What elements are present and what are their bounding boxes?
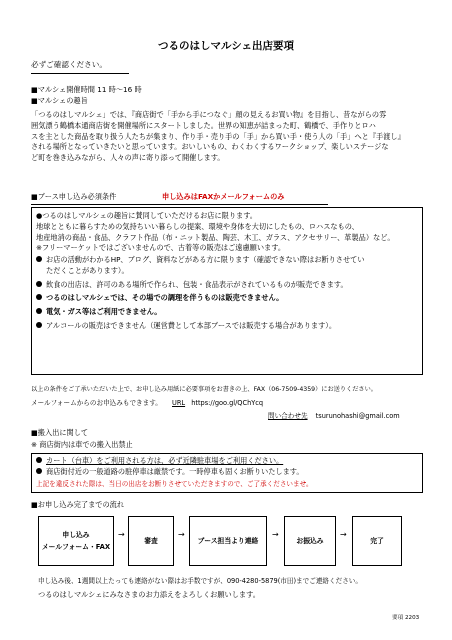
rule-item (36, 293, 365, 304)
version-label: 要項 2203 (392, 615, 420, 621)
condition-line: 地産地消の商品・食品、クラフト作品（布・ニット製品、陶芸、木工、ガラス、アクセサリー、革製品）など。 (36, 232, 395, 242)
purpose-heading: ■マルシェの趣旨 (31, 96, 88, 105)
flow-step-apply (38, 516, 114, 566)
hours-text: ■マルシェ開催時間 11 時～16 時 (31, 85, 142, 94)
contact-line (268, 411, 400, 421)
flow-step-complete (352, 516, 402, 566)
booth-divider (31, 204, 328, 205)
conditions-list (36, 211, 395, 254)
rule-item-continued (36, 266, 365, 277)
step-label: ブース担当より連絡 (197, 537, 259, 545)
bullet-icon (36, 468, 42, 474)
rule-text: つるのはしマルシェでは、その場での調理を伴うものは販売できません。 (46, 293, 284, 303)
flow-step-review (128, 516, 174, 566)
delivery-text: 商店街付近の一般道路の駐停車は厳禁です。一時停車も固くお断りいたします。 (46, 466, 304, 476)
rule-text: ただくことがあります）。 (46, 265, 129, 275)
delivery-item (36, 467, 313, 478)
booth-heading: ■ブース申し込み必須条件 (31, 192, 117, 201)
arrow-icon: → (178, 530, 185, 539)
page-title: つるのはしマルシェ出店要項 (157, 40, 295, 52)
footer-contact-note: 申し込み後、1週間以上たっても連絡がない際はお手数ですが、090-4280-5879(市田)までご連絡ください。 (38, 577, 362, 585)
bullet-icon (36, 457, 42, 463)
condition-line: 地球とともに暮らすための気持ちいい暮らしの提案、環境や身体を大切にしたもの、ロハスなもの、 (36, 221, 359, 231)
contact-email-link[interactable]: tsurunohashi@gmail.com (315, 412, 400, 420)
rule-item (36, 255, 365, 266)
condition-line: ※フリーマーケットではございませんので、古着等の販売はご遠慮願います。 (36, 243, 286, 253)
delivery-text: カート（台車）をご利用される方は、必ず近隣駐車場をご利用ください。 (46, 456, 284, 465)
purpose-line: 囲気漂う鶴橋本通商店街を開催場所にスタートしました。世界の知恵が詰まった町、鶴橋で、手作りとロハ (31, 120, 376, 130)
step-label: お振込み (296, 537, 324, 545)
bullet-icon (36, 256, 42, 262)
url-label: URL (172, 399, 186, 407)
form-url-link[interactable]: https://goo.gl/QChYcq (191, 399, 264, 407)
rule-item (36, 307, 365, 318)
purpose-line: スを主とした商品を取り扱う人たちが集まり、作り手・売り手の「手」から買い手・使う人の「手」へと『手渡し』 (31, 131, 405, 141)
step-sublabel: メールフォーム・FAX (41, 543, 111, 551)
no-cars-notice: ※ 商店街内は車での搬入出禁止 (31, 440, 133, 449)
delivery-item (36, 456, 313, 467)
condition-line: ●つるのはしマルシェの趣旨に賛同していただけるお店に限ります。 (36, 211, 257, 220)
arrow-icon: → (272, 530, 279, 539)
flow-step-contact (189, 516, 267, 566)
purpose-paragraph (31, 110, 405, 164)
purpose-line: ど町を巻き込みながら、人々の声に寄り添って開催します。 (31, 153, 225, 163)
step-label: 審査 (144, 537, 158, 545)
flow-step-payment (284, 516, 336, 566)
purpose-line: 「つるのはしマルシェ」では、『商店街で「手から手につなぐ」顔の見えるお買い物』を目指し、昔ながらの雰 (31, 110, 387, 119)
booth-note: 申し込みはFAXかメールフォームのみ (162, 192, 285, 201)
bullet-icon (36, 308, 42, 314)
contact-label: 問い合わせ先 (268, 412, 308, 420)
delivery-heading: ■搬入出に関して (31, 428, 89, 437)
step-label: 申し込み (62, 531, 90, 539)
rule-text: アルコールの販売はできません（運営費として本部ブースでは販売する場合があります）。 (46, 320, 337, 330)
confirm-notice: 必ずご確認ください。 (31, 60, 107, 69)
confirm-underline (31, 73, 129, 74)
footer-message: つるのはしマルシェにみなさまのお力添えをよろしくお願いします。 (38, 590, 260, 599)
flow-heading: ■お申し込み完了までの流れ (31, 500, 125, 509)
rule-item (36, 321, 365, 332)
arrow-icon: → (118, 530, 125, 539)
docs-line: 以上の条件をご了承いただいた上で、お申し込み用紙に必要事項をお書きの上、FAX（06-7509-4359）にお送りください。 (31, 386, 377, 393)
purpose-line: される場所となっていきたいと思っています。おいしいもの、わくわくするワークショップ、楽しいステージな (31, 142, 389, 152)
delivery-list (36, 456, 313, 489)
form-text: メールフォームからのお申込みもできます。 (31, 399, 162, 407)
arrow-icon: → (340, 530, 347, 539)
form-line (31, 398, 263, 408)
rule-text: お店の活動がわかるHP、ブログ、資料などがある方に限ります（確認できない際はお断りさせてい (46, 255, 365, 264)
rule-text: 飲食の出店は、許可のある場所で作られ、包装・食品表示がされているものが販売できます。 (46, 279, 348, 289)
step-label: 完了 (370, 537, 384, 545)
bullet-icon (36, 281, 42, 287)
rules-list (36, 255, 365, 332)
bullet-icon (36, 322, 42, 328)
delivery-warning: 上記を違反された際は、当日の出店をお断りさせていただきますので、ご了承くださいませ。 (36, 479, 313, 488)
rule-item (36, 280, 365, 291)
rule-text: 電気・ガス等はご利用できません。 (46, 307, 162, 317)
bullet-icon (36, 294, 42, 300)
